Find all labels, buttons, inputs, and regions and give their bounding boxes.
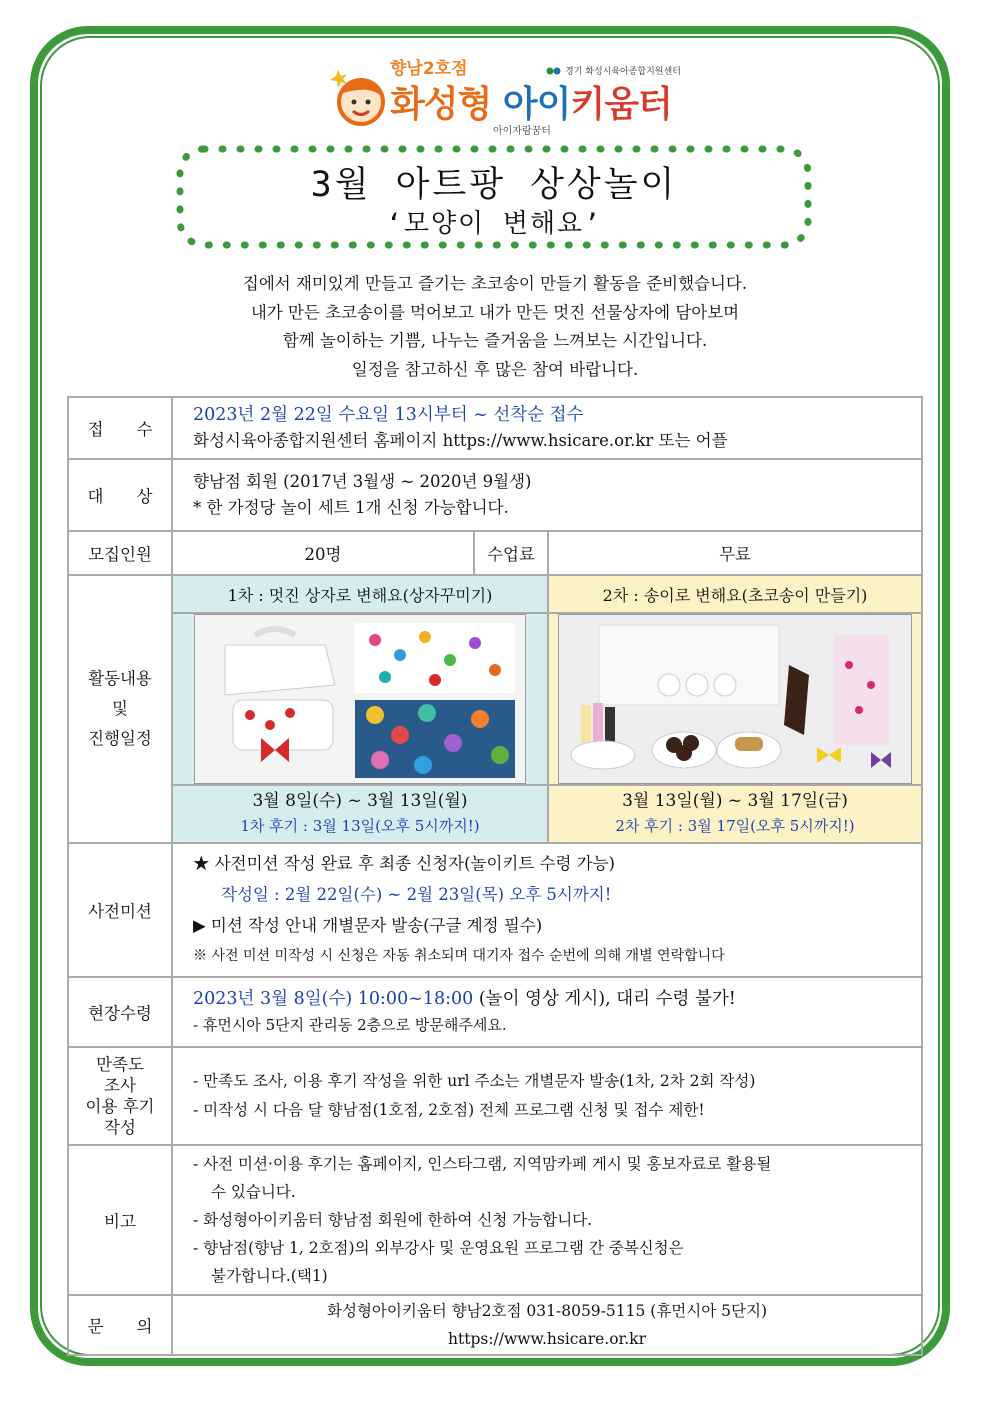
target-limit: * 한 가정당 놀이 세트 1개 신청 가능합니다. — [193, 498, 509, 517]
child-face-icon — [328, 64, 390, 126]
logo-branch: 향남2호점 — [390, 59, 468, 79]
box-kit-photo — [194, 614, 526, 784]
row-mission — [68, 843, 922, 977]
notes-line-2: - 화성형아이키움터 향남점 회원에 한하여 신청 가능합니다. — [193, 1211, 593, 1229]
mission-line-1: ★ 사전미션 작성 완료 후 최종 신청자(놀이키트 수령 가능) — [193, 854, 615, 873]
pickup-line-2: - 휴먼시아 5단지 관리동 2층으로 방문해주세요. — [193, 1016, 507, 1034]
center-logo-icon — [546, 66, 562, 76]
activity-2-dates: 3월 13일(월) ~ 3월 17일(금) — [622, 791, 848, 811]
activity-1-review: 1차 후기 : 3월 13일(오후 5시까지!) — [240, 817, 480, 835]
survey-line-1: - 만족도 조사, 이용 후기 작성을 위한 url 주소는 개별문자 발송(1차, 2차 2회 작성) — [193, 1072, 756, 1090]
label-reception: 접 수 — [68, 397, 172, 459]
reception-site: 화성시육아종합지원센터 홈페이지 https://www.hsicare.or.kr 또는 어플 — [193, 431, 728, 450]
label-survey: 만족도 조사 이용 후기 작성 — [68, 1047, 172, 1145]
brand-logo — [328, 46, 672, 137]
label-notes: 비고 — [68, 1145, 172, 1295]
target-members: 향남점 회원 (2017년 3월생 ~ 2020년 9월생) — [193, 472, 532, 491]
activity-1-title: 1차 : 멋진 상자로 변해요(상자꾸미기) — [172, 575, 548, 613]
label-mission: 사전미션 — [68, 843, 172, 977]
recruit-count: 20명 — [172, 531, 474, 575]
activity-1-dates: 3월 8일(수) ~ 3월 13일(월) — [252, 791, 468, 811]
row-recruit — [68, 531, 922, 575]
mission-line-3: ▶ 미션 작성 안내 개별문자 발송(구글 계정 필수) — [193, 916, 543, 935]
row-survey — [68, 1047, 922, 1145]
pickup-line-1: 2023년 3월 8일(수) 10:00~18:00 (놀이 영상 게시), 대리 수령 불가! — [193, 989, 736, 1009]
row-activity-photos — [68, 613, 922, 785]
row-target — [68, 459, 922, 531]
label-target: 대 상 — [68, 459, 172, 531]
page-title: 3월 아트팡 상상놀이 — [310, 165, 678, 205]
mission-note: ※ 사전 미션 미작성 시 신청은 자동 취소되며 대기자 접수 순번에 의해 개별 연락합니다 — [193, 948, 725, 964]
intro-text: 집에서 재미있게 만들고 즐기는 초코송이 만들기 활동을 준비했습니다. 내가 만든 초코송이를 먹어보고 내가 만든 멋진 선물상자에 담아보며 함께 놀이하는 기쁨, 나누는 즐거움을 느껴보는 시간입니다. 일정을 참고하신 후 많은 참여 바랍니다. — [242, 274, 748, 379]
choco-kit-photo — [558, 614, 912, 784]
logo-name: 화성형 아이키움터 — [390, 84, 672, 125]
label-pickup: 현장수령 — [68, 977, 172, 1047]
row-activity-dates — [68, 785, 922, 843]
contact-info: 화성형아이키움터 향남2호점 031-8059-5115 (휴먼시아 5단지) — [327, 1302, 767, 1320]
reception-date: 2023년 2월 22일 수요일 13시부터 ~ 선착순 접수 — [193, 405, 584, 425]
activity-2-title: 2차 : 송이로 변해요(초코송이 만들기) — [548, 575, 922, 613]
label-activity: 활동내용 및 진행일정 — [68, 575, 172, 843]
label-fee: 수업료 — [474, 531, 548, 575]
page-subtitle: ‘모양이 변해요’ — [386, 209, 602, 239]
fee-value: 무료 — [548, 531, 922, 575]
survey-line-2: - 미작성 시 다음 달 향남점(1호점, 2호점) 전체 프로그램 신청 및 접수 제한! — [193, 1101, 705, 1119]
title-box — [174, 143, 814, 251]
row-notes: 비고 - 사전 미션·이용 후기는 홈페이지, 인스타그램, 지역맘카페 게시 및 홍보자료로 활용될 수 있습니다. - 화성형아이키움터 향남점 회원에 한하여 신청 가능합니다. - 향남점(향남 1, 2호점)의 외부강사 및 운영요원 프로그램 간 중복신청은 불가합니다.(택1) — [68, 1145, 922, 1295]
label-recruit: 모집인원 — [68, 531, 172, 575]
mission-date: 작성일 : 2월 22일(수) ~ 2월 23일(목) 오후 5시까지! — [221, 885, 612, 904]
contact-url[interactable]: https://www.hsicare.or.kr — [448, 1330, 646, 1348]
row-pickup — [68, 977, 922, 1047]
notes-line-1: - 사전 미션·이용 후기는 홈페이지, 인스타그램, 지역맘카페 게시 및 홍보자료로 활용될 — [193, 1155, 772, 1173]
center-logo: 경기 화성시육아종합지원센터 — [546, 64, 681, 77]
row-contact — [68, 1295, 922, 1355]
activity-2-review: 2차 후기 : 3월 17일(오후 5시까지!) — [615, 817, 855, 835]
label-contact: 문 의 — [68, 1295, 172, 1355]
notes-line-3: - 향남점(향남 1, 2호점)의 외부강사 및 운영요원 프로그램 간 중복신청은 — [193, 1239, 684, 1257]
info-table — [67, 396, 923, 1356]
row-reception — [68, 397, 922, 459]
logo-subtitle: 아이자람꿈터 — [493, 126, 551, 137]
row-activity-head — [68, 575, 922, 613]
